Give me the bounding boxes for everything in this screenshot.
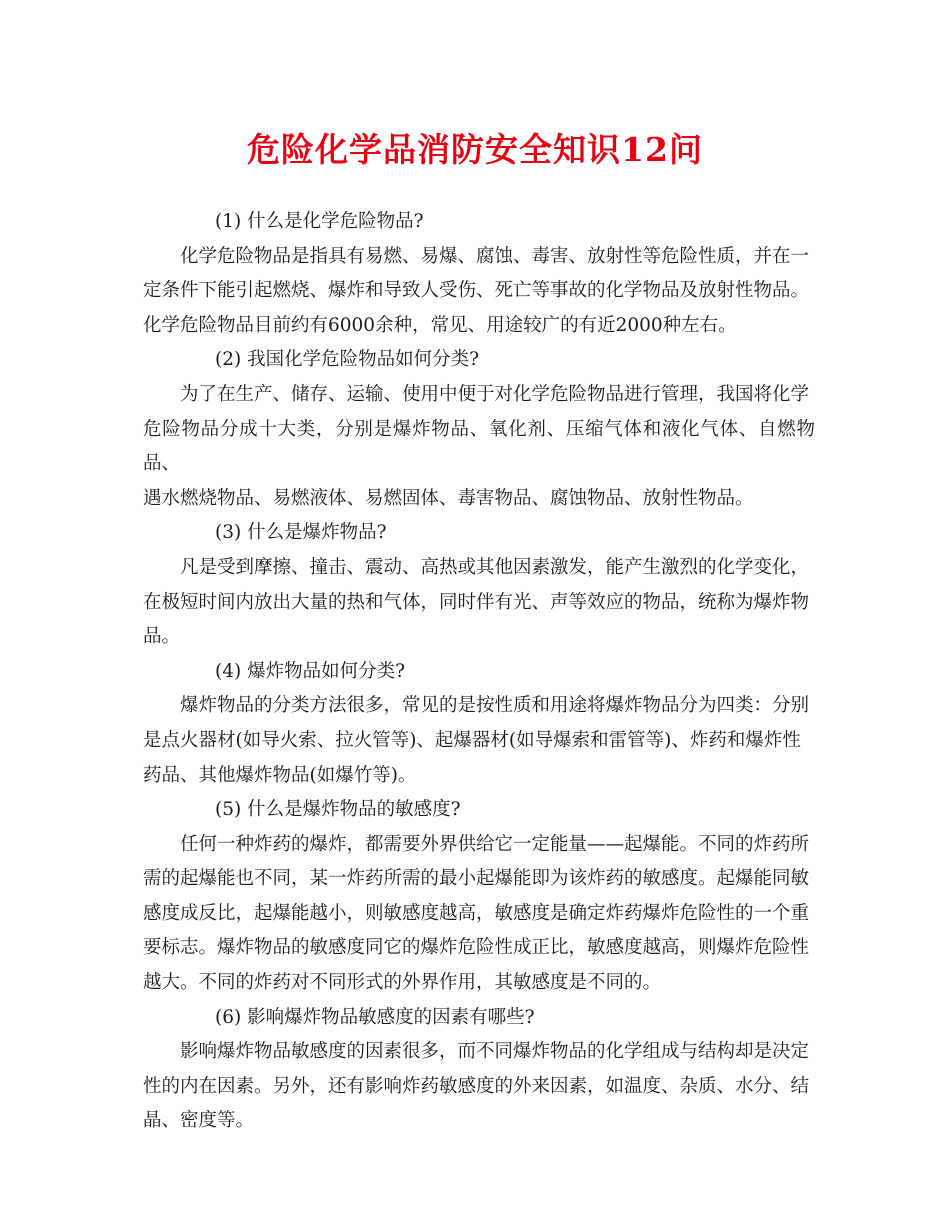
document-title: 危险化学品消防安全知识12问 <box>247 130 703 169</box>
answer-line: 为了在生产、储存、运输、使用中便于对化学危险物品进行管理，我国将化学 <box>180 383 810 405</box>
answer-line: 爆炸物品的分类方法很多，常见的是按性质和用途将爆炸物品分为四类：分别 <box>180 695 810 717</box>
section-answer <box>143 378 815 516</box>
section-question: (3) 什么是爆炸物品? <box>215 522 387 544</box>
section-question: (1) 什么是化学危险物品? <box>215 211 424 232</box>
section-answer <box>143 828 815 1001</box>
answer-line: 药品、其他爆炸物品(如爆竹等)。 <box>143 764 417 786</box>
answer-line: 影响爆炸物品敏感度的因素很多，而不同爆炸物品的化学组成与结构却是决定 <box>180 1041 810 1063</box>
section-answer <box>143 240 815 344</box>
section-question: (2) 我国化学危险物品如何分类? <box>215 349 480 371</box>
answer-line: 危险物品分成十大类，分别是爆炸物品、氧化剂、压缩气体和液化气体、自燃物品、 <box>143 418 815 475</box>
answer-line: 晶、密度等。 <box>143 1110 255 1132</box>
answer-line: 化学危险物品目前约有6000余种，常见、用途较广的有近2000种左右。 <box>143 314 737 336</box>
section-question: (6) 影响爆炸物品敏感度的因素有哪些? <box>215 1006 535 1028</box>
answer-line: 感度成反比，起爆能越小，则敏感度越高，敏感度是确定炸药爆炸危险性的一个重 <box>143 902 810 924</box>
answer-line: 在极短时间内放出大量的热和气体，同时伴有光、声等效应的物品，统称为爆炸物 <box>143 591 810 613</box>
answer-line: 品。 <box>143 626 181 648</box>
section-question: (5) 什么是爆炸物品的敏感度? <box>215 799 461 821</box>
answer-line: 越大。不同的炸药对不同形式的外界作用，其敏感度是不同的。 <box>143 972 662 994</box>
answer-line: 要标志。爆炸物品的敏感度同它的爆炸危险性成正比，敏感度越高，则爆炸危险性 <box>143 937 810 959</box>
answer-line: 定条件下能引起燃烧、爆炸和导致人受伤、死亡等事故的化学物品及放射性物品。 <box>143 280 810 302</box>
section-answer <box>143 1035 815 1139</box>
answer-line: 化学危险物品是指具有易燃、易爆、腐蚀、毒害、放射性等危险性质，并在一 <box>180 245 810 267</box>
section-question: (4) 爆炸物品如何分类? <box>215 660 406 682</box>
section-answer <box>143 551 815 655</box>
answer-line: 凡是受到摩擦、撞击、震动、高热或其他因素激发，能产生激烈的化学变化， <box>180 556 810 578</box>
section-answer <box>143 689 815 793</box>
document-body <box>143 205 815 1139</box>
answer-line: 任何一种炸药的爆炸，都需要外界供给它一定能量——起爆能。不同的炸药所 <box>180 833 810 855</box>
answer-line: 性的内在因素。另外，还有影响炸药敏感度的外来因素，如温度、杂质、水分、结 <box>143 1075 810 1097</box>
answer-line: 遇水燃烧物品、易燃液体、易燃固体、毒害物品、腐蚀物品、放射性物品。 <box>143 487 754 509</box>
answer-line: 是点火器材(如导火索、拉火管等)、起爆器材(如导爆索和雷管等)、炸药和爆炸性 <box>143 729 801 751</box>
answer-line: 需的起爆能也不同，某一炸药所需的最小起爆能即为该炸药的敏感度。起爆能同敏 <box>143 868 810 890</box>
